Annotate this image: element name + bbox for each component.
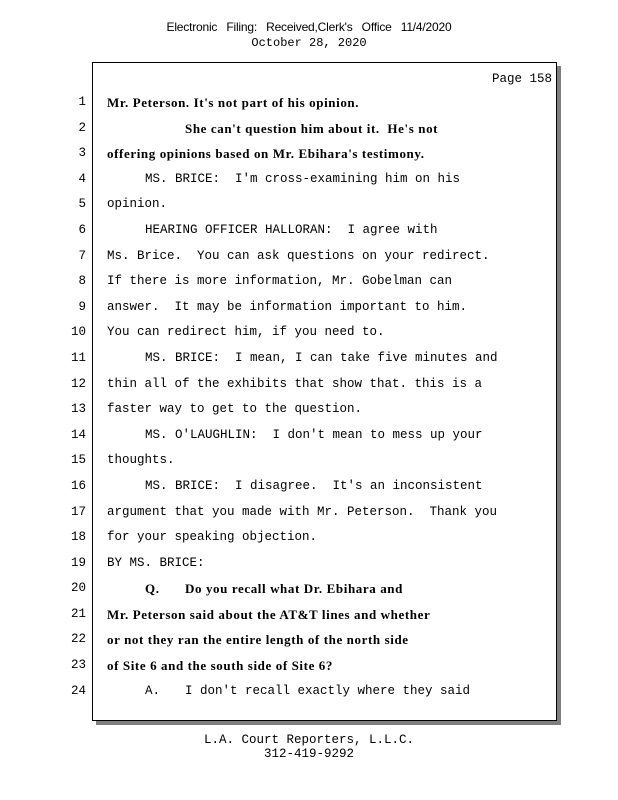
line-number: 8	[78, 274, 86, 289]
line-text: argument that you made with Mr. Peterson. Thank you	[107, 504, 498, 519]
transcript-lines	[107, 90, 552, 704]
line-text: Mr. Peterson said about the AT&T lines and whether	[107, 606, 431, 622]
line-number: 21	[70, 606, 86, 621]
line-text: Do you recall what Dr. Ebihara and	[185, 581, 403, 597]
line-text: She can't question him about it. He's not	[185, 120, 439, 136]
transcript-line	[107, 500, 552, 526]
line-number: 11	[70, 350, 86, 365]
transcript-line	[107, 679, 552, 705]
transcript-line	[107, 295, 552, 321]
line-number: 13	[70, 402, 86, 417]
transcript-line	[107, 141, 552, 167]
line-number: 2	[78, 120, 86, 135]
transcript-line	[107, 244, 552, 270]
transcript-line	[107, 218, 552, 244]
line-number: 18	[70, 530, 86, 545]
line-number: 7	[78, 248, 86, 263]
line-text: for your speaking objection.	[107, 530, 318, 545]
line-number: 22	[70, 632, 86, 647]
line-number: 5	[78, 197, 86, 212]
reporter-phone: 312-419-9292	[263, 747, 354, 761]
filing-stamp: Electronic Filing: Received,Clerk's Office 11/4/2020	[166, 20, 452, 34]
line-number: 20	[70, 581, 86, 596]
line-text: Mr. Peterson. It's not part of his opinion.	[107, 95, 360, 110]
line-text: HEARING OFFICER HALLORAN: I agree with	[145, 222, 438, 237]
transcript-line	[107, 192, 552, 218]
qa-marker: A.	[145, 683, 161, 698]
line-number: 16	[70, 478, 86, 493]
transcript-line	[107, 372, 552, 398]
line-text: MS. O'LAUGHLIN: I don't mean to mess up your	[145, 427, 483, 442]
line-text: MS. BRICE: I mean, I can take five minutes and	[145, 350, 498, 365]
filing-date: October 28, 2020	[251, 36, 367, 50]
line-text: You can redirect him, if you need to.	[107, 325, 385, 340]
line-text: faster way to get to the question.	[107, 402, 363, 417]
transcript-line	[107, 346, 552, 372]
transcript-line	[107, 448, 552, 474]
transcript-line	[107, 269, 552, 295]
transcript-line	[107, 90, 552, 116]
line-number: 19	[70, 555, 86, 570]
line-text: opinion.	[107, 197, 168, 212]
transcript-line	[107, 116, 552, 142]
transcript-line	[107, 320, 552, 346]
line-text: MS. BRICE: I'm cross-examining him on his	[145, 171, 461, 186]
line-number: 14	[70, 427, 86, 442]
line-text: Ms. Brice. You can ask questions on your redirect.	[107, 248, 490, 263]
line-number: 12	[70, 376, 86, 391]
line-number: 9	[78, 299, 86, 314]
qa-marker: Q.	[145, 581, 160, 597]
line-text: BY MS. BRICE:	[107, 555, 205, 570]
line-text: If there is more information, Mr. Gobelman can	[107, 274, 453, 289]
line-number: 15	[70, 453, 86, 468]
transcript-line	[107, 576, 552, 602]
transcript-line	[107, 602, 552, 628]
line-text: or not they ran the entire length of the north side	[107, 632, 409, 648]
transcript-line	[107, 653, 552, 679]
transcript-line	[107, 627, 552, 653]
line-text: thin all of the exhibits that show that. this is a	[107, 376, 483, 391]
line-number: 23	[70, 658, 86, 673]
line-text: offering opinions based on Mr. Ebihara's testimony.	[107, 146, 425, 162]
line-number: 17	[70, 504, 86, 519]
line-number: 24	[70, 683, 86, 698]
page-number: Page 158	[491, 72, 552, 86]
transcript-line	[107, 423, 552, 449]
transcript-line	[107, 167, 552, 193]
line-text: I don't recall exactly where they said	[185, 683, 471, 698]
line-number: 1	[78, 95, 86, 109]
line-text: MS. BRICE: I disagree. It's an inconsistent	[145, 478, 483, 493]
line-number: 6	[78, 222, 86, 237]
transcript-line	[107, 525, 552, 551]
transcript-line	[107, 397, 552, 423]
line-text: of Site 6 and the south side of Site 6?	[107, 658, 333, 674]
line-number-column	[58, 90, 86, 704]
line-number: 3	[78, 146, 86, 161]
line-text: thoughts.	[107, 453, 175, 468]
line-text: answer. It may be information important to him.	[107, 299, 468, 314]
line-number: 10	[70, 325, 86, 340]
transcript-line	[107, 474, 552, 500]
reporter-company: L.A. Court Reporters, L.L.C.	[203, 733, 415, 747]
transcript-line	[107, 551, 552, 577]
line-number: 4	[78, 171, 86, 186]
